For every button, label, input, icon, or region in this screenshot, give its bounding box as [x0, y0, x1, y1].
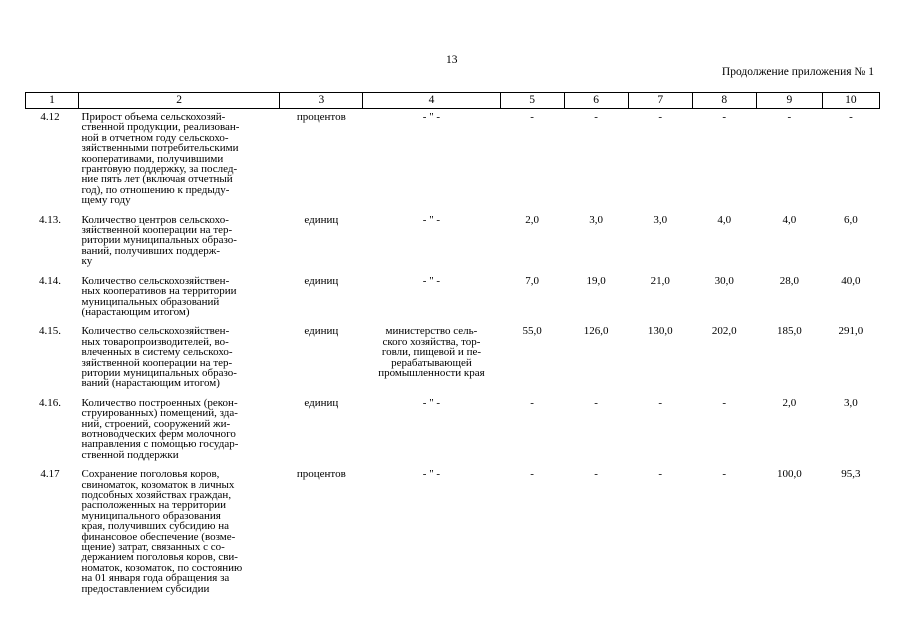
value-cell: 185,0: [776, 325, 802, 338]
unit-of-measure: единиц: [304, 396, 339, 409]
table-row: [26, 212, 880, 273]
row-number: 4.13.: [39, 213, 62, 226]
row-number: 4.15.: [39, 325, 62, 338]
value-cell: -: [658, 468, 663, 481]
value-cell: 55,0: [522, 325, 542, 338]
value-cell: 21,0: [650, 274, 670, 287]
unit-of-measure: единиц: [304, 325, 339, 338]
value-cell: 2,0: [525, 213, 539, 226]
table-row: [26, 323, 880, 394]
column-header-9: 9: [756, 93, 822, 109]
value-cell: 40,0: [841, 274, 861, 287]
column-header-8: 8: [692, 93, 756, 109]
responsible-party: - " -: [422, 213, 441, 226]
indicator-name: Количество центров сельскохо- зяйственной кооперации на тер- ритории муниципальных образо- ваний, получивших поддерж- ку: [81, 213, 237, 268]
responsible-party: - " -: [422, 111, 441, 123]
value-cell: -: [658, 111, 663, 123]
column-header-10: 10: [822, 93, 879, 109]
value-cell: 19,0: [586, 274, 606, 287]
page-number: 13: [446, 54, 458, 66]
value-cell: -: [849, 111, 853, 123]
value-cell: -: [594, 396, 598, 409]
indicator-name: Количество сельскохозяйствен- ных товаропроизводителей, во- влеченных в систему сельскохо- зяйственной кооперации на тер- ритории муниципальных образо- ваний (нарастающим итогом): [81, 325, 237, 390]
table-row: [26, 466, 880, 600]
value-cell: -: [530, 396, 534, 409]
value-cell: 3,0: [589, 213, 603, 226]
column-header-2: 2: [79, 93, 280, 109]
value-cell: 4,0: [782, 213, 797, 226]
column-header-7: 7: [628, 93, 692, 109]
value-cell: -: [722, 111, 727, 123]
column-header-6: 6: [564, 93, 628, 109]
value-cell: 30,0: [714, 274, 734, 287]
value-cell: -: [658, 396, 663, 409]
column-header-3: 3: [280, 93, 363, 109]
column-header-1: 1: [26, 93, 79, 109]
unit-of-measure: процентов: [296, 111, 346, 123]
header-row: [26, 93, 880, 109]
value-cell: 3,0: [844, 396, 858, 409]
value-cell: -: [594, 468, 598, 481]
table-row: [26, 109, 880, 212]
value-cell: 7,0: [525, 274, 539, 287]
responsible-party: - " -: [422, 396, 441, 409]
value-cell: -: [787, 111, 792, 123]
value-cell: 95,3: [841, 468, 861, 481]
column-header-5: 5: [500, 93, 564, 109]
value-cell: 126,0: [583, 325, 609, 338]
row-number: 4.14.: [39, 274, 62, 287]
indicator-name: Прирост объема сельскохозяй- ственной продукции, реализован- ной в отчетном году сельскохо- зяйственными потребительскими кооперативами, получившими грантовую поддержку, за послед- ние пять лет (включая отчетный год), по отношению к предыду- щему году: [81, 111, 240, 207]
value-cell: 28,0: [779, 274, 799, 287]
value-cell: 4,0: [717, 213, 732, 226]
row-number: 4.17: [40, 468, 60, 481]
indicators-table: [25, 92, 880, 600]
row-number: 4.12: [40, 111, 60, 123]
value-cell: -: [530, 111, 534, 123]
value-cell: -: [722, 468, 727, 481]
table-body: [26, 109, 880, 601]
table-header: [26, 93, 880, 109]
value-cell: 6,0: [844, 213, 858, 226]
table-row: [26, 273, 880, 324]
unit-of-measure: единиц: [304, 213, 339, 226]
value-cell: 291,0: [838, 325, 864, 338]
indicator-name: Сохранение поголовья коров, свиноматок, козоматок в личных подсобных хозяйствах граждан, расположенных на территории муниципального образования края, получивших субсидию на финансовое обеспечение (возме- щение) затрат, связанных с со- держанием поголовья коров, сви- номаток, козоматок, по состоянию на 01 января года обращения за предоставлением субсидии: [81, 468, 243, 595]
table-row: [26, 395, 880, 466]
value-cell: -: [530, 468, 534, 481]
value-cell: -: [594, 111, 598, 123]
value-cell: 100,0: [776, 468, 802, 481]
value-cell: 130,0: [647, 325, 673, 338]
value-cell: 2,0: [782, 396, 797, 409]
row-number: 4.16.: [39, 396, 62, 409]
appendix-note: Продолжение приложения № 1: [721, 66, 874, 78]
indicator-name: Количество построенных (рекон- струированных) помещений, зда- ний, строений, сооружений жи- вотноводческих ферм молочного направления с помощью государ- ственной поддержки: [81, 396, 239, 461]
unit-of-measure: процентов: [296, 468, 346, 481]
responsible-party: министерство сель- ского хозяйства, тор- говли, пищевой и пе- рерабатывающей промышленности края: [378, 325, 485, 379]
value-cell: -: [722, 396, 727, 409]
responsible-party: - " -: [422, 274, 441, 287]
column-header-4: 4: [363, 93, 500, 109]
indicator-name: Количество сельскохозяйствен- ных кооперативов на территории муниципальных образований (нарастающим итогом): [81, 274, 237, 318]
value-cell: 202,0: [711, 325, 737, 338]
unit-of-measure: единиц: [304, 274, 339, 287]
responsible-party: - " -: [422, 468, 441, 481]
value-cell: 3,0: [653, 213, 668, 226]
